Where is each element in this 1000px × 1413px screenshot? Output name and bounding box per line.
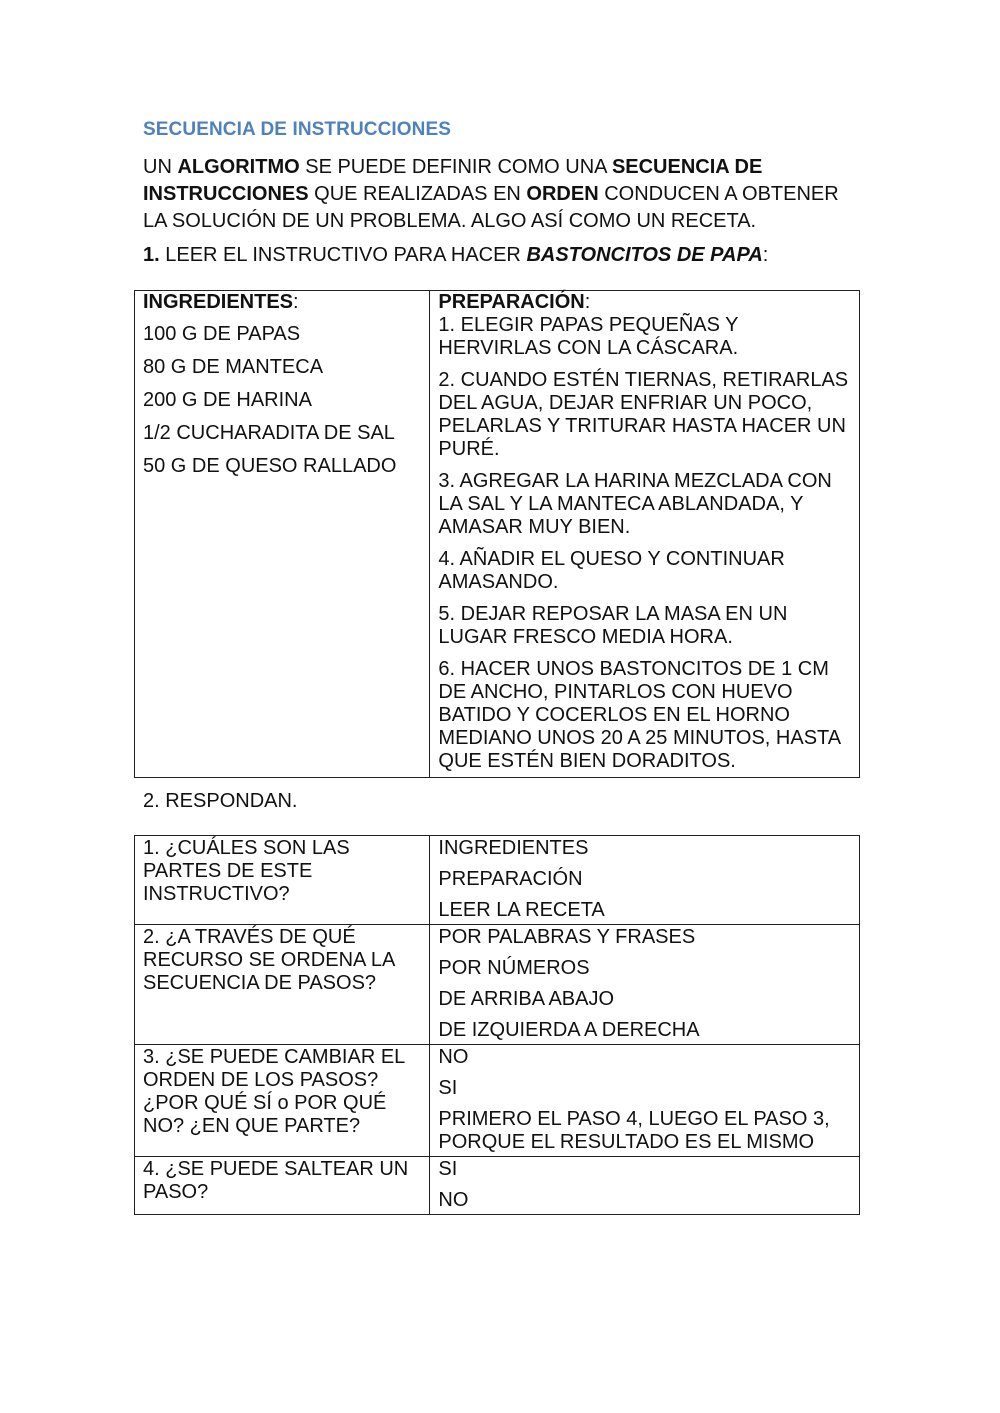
- quiz-option[interactable]: PRIMERO EL PASO 4, LUEGO EL PASO 3, PORQUE EL RESULTADO ES EL MISMO: [438, 1108, 830, 1153]
- intro-bold: ALGORITMO: [177, 156, 300, 178]
- preparation-step: 5. DEJAR REPOSAR LA MASA EN UN LUGAR FRESCO MEDIA HORA.: [438, 603, 788, 648]
- intro-text: CONDUCEN A OBTENER LA SOLUCIÓN DE UN PROBLEMA. ALGO ASÍ COMO UN RECETA.: [143, 183, 839, 232]
- preparation-step: 4. AÑADIR EL QUESO Y CONTINUAR AMASANDO.: [438, 548, 785, 593]
- quiz-option[interactable]: LEER LA RECETA: [438, 899, 605, 921]
- quiz-options: [430, 836, 860, 925]
- recipe-table: [134, 290, 860, 778]
- ingredient-item: 100 G DE PAPAS: [143, 323, 301, 345]
- quiz-option[interactable]: SI: [438, 1158, 458, 1180]
- question-2-heading: 2. RESPONDAN.: [143, 790, 298, 812]
- quiz-options: [430, 1045, 860, 1157]
- question-1-text: LEER EL INSTRUCTIVO PARA HACER: [159, 244, 527, 266]
- quiz-option[interactable]: DE ARRIBA ABAJO: [438, 988, 615, 1010]
- preparation-heading-label: PREPARACIÓN: [438, 291, 585, 313]
- intro-bold: SECUENCIA DE INSTRUCCIONES: [143, 156, 763, 205]
- quiz-option[interactable]: PREPARACIÓN: [438, 868, 583, 890]
- quiz-question: 1. ¿CUÁLES SON LAS PARTES DE ESTE INSTRUCTIVO?: [135, 836, 430, 925]
- quiz-option[interactable]: INGREDIENTES: [438, 837, 589, 859]
- quiz-row: [135, 1157, 860, 1215]
- quiz-option[interactable]: NO: [438, 1189, 469, 1211]
- page-title: SECUENCIA DE INSTRUCCIONES: [143, 119, 452, 140]
- quiz-row: [135, 1045, 860, 1157]
- preparation-step: 6. HACER UNOS BASTONCITOS DE 1 CM DE ANCHO, PINTARLOS CON HUEVO BATIDO Y COCERLOS EN EL HORNO MEDIANO UNOS 20 A 25 MINUTOS, HASTA QUE ESTÉN BIEN DORADITOS.: [438, 658, 840, 772]
- question-1-colon: :: [762, 244, 769, 266]
- quiz-options: [430, 925, 860, 1045]
- ingredient-item: 50 G DE QUESO RALLADO: [143, 455, 397, 477]
- preparation-cell: [430, 291, 860, 778]
- quiz-question: 4. ¿SE PUEDE SALTEAR UN PASO?: [135, 1157, 430, 1215]
- quiz-option[interactable]: POR NÚMEROS: [438, 957, 590, 979]
- ingredients-heading-label: INGREDIENTES: [143, 291, 294, 313]
- quiz-row: [135, 836, 860, 925]
- quiz-row: [135, 925, 860, 1045]
- quiz-options: [430, 1157, 860, 1215]
- intro-paragraph: [143, 154, 863, 235]
- preparation-step: 2. CUANDO ESTÉN TIERNAS, RETIRARLAS DEL AGUA, DEJAR ENFRIAR UN POCO, PELARLAS Y TRITURAR HASTA HACER UN PURÉ.: [438, 369, 849, 460]
- intro-text: SE PUEDE DEFINIR COMO UNA: [299, 156, 612, 178]
- preparation-heading: PREPARACIÓN:: [438, 291, 591, 313]
- ingredient-item: 80 G DE MANTECA: [143, 356, 324, 378]
- intro-bold: ORDEN: [526, 183, 599, 205]
- recipe-row: [135, 291, 860, 778]
- quiz-option[interactable]: NO: [438, 1046, 469, 1068]
- question-1-number: 1.: [143, 244, 160, 266]
- quiz-option[interactable]: SI: [438, 1077, 458, 1099]
- intro-text: UN: [143, 156, 178, 178]
- ingredients-cell: [135, 291, 430, 778]
- quiz-question: 3. ¿SE PUEDE CAMBIAR EL ORDEN DE LOS PASOS? ¿POR QUÉ SÍ o POR QUÉ NO? ¿EN QUE PARTE?: [135, 1045, 430, 1157]
- quiz-question: 2. ¿A TRAVÉS DE QUÉ RECURSO SE ORDENA LA SECUENCIA DE PASOS?: [135, 925, 430, 1045]
- ingredient-item: 200 G DE HARINA: [143, 389, 312, 411]
- quiz-option[interactable]: DE IZQUIERDA A DERECHA: [438, 1019, 700, 1041]
- ingredients-heading: INGREDIENTES:: [143, 291, 299, 313]
- question-1-emphasis: BASTONCITOS DE PAPA: [526, 244, 763, 266]
- ingredient-item: 1/2 CUCHARADITA DE SAL: [143, 422, 395, 444]
- preparation-step: 3. AGREGAR LA HARINA MEZCLADA CON LA SAL Y LA MANTECA ABLANDADA, Y AMASAR MUY BIEN.: [438, 470, 832, 538]
- question-1-heading: [143, 244, 768, 267]
- intro-text: QUE REALIZADAS EN: [308, 183, 527, 205]
- quiz-table: [134, 835, 860, 1215]
- quiz-option[interactable]: POR PALABRAS Y FRASES: [438, 926, 696, 948]
- preparation-step: 1. ELEGIR PAPAS PEQUEÑAS Y HERVIRLAS CON LA CÁSCARA.: [438, 314, 739, 359]
